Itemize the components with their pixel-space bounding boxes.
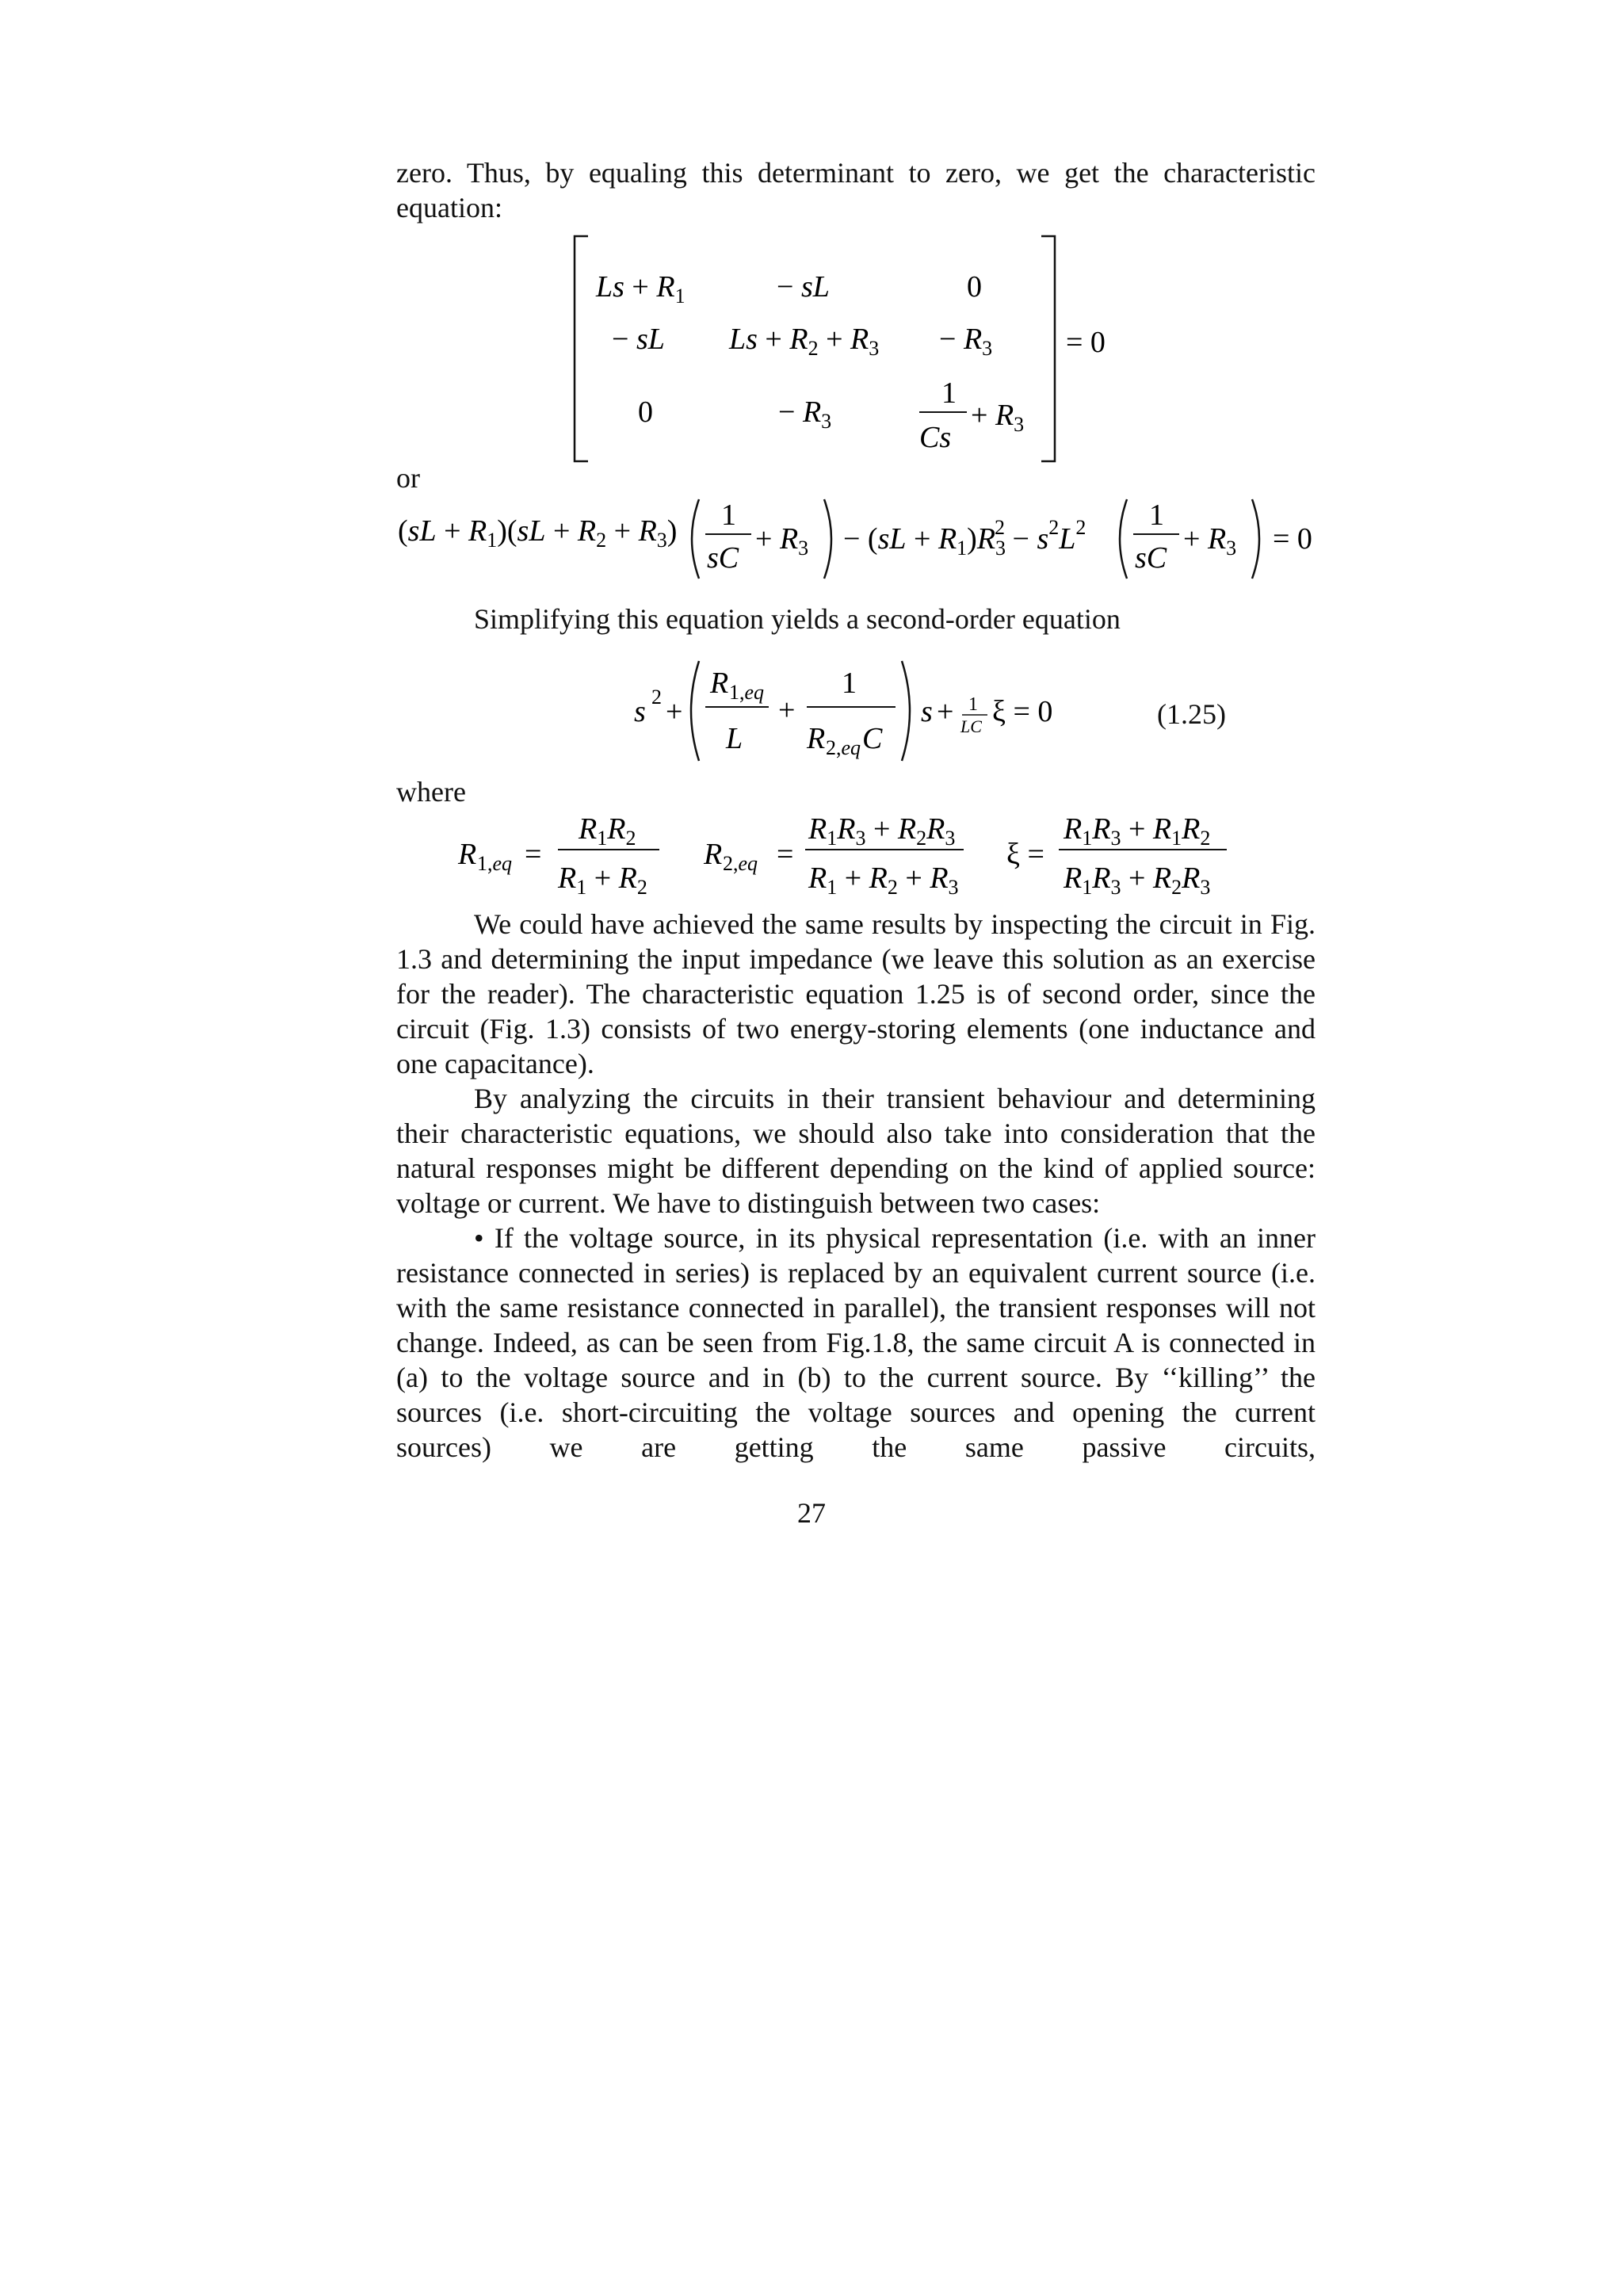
matrix-cell-1-2: − sL [777,270,830,304]
definitions-row [452,805,1260,904]
svg-text:s: s [921,695,933,728]
r1eq-definition [457,812,659,899]
svg-text:L: L [726,722,743,755]
matrix-cell-2-1: − sL [612,323,665,356]
svg-text:ξ = 0: ξ = 0 [992,695,1053,728]
svg-text:R1R3 + R2R3: $R_1R_3 + R_2R_3$ [1064,861,1211,899]
svg-text:R1 + R2: $R_1 + R_2$ [558,861,647,899]
where-label: where [396,776,466,808]
svg-text:Cs: Cs [919,421,952,454]
matrix-cell-1-1: $Ls + R_1$ [596,270,685,308]
matrix-cell-3-1: 0 [638,395,653,429]
svg-text:R1R2: $R_1R_2$ [579,812,636,850]
svg-text:1: 1 [842,667,857,700]
matrix-cell-2-3: − $R_3$ [939,323,993,360]
body-text [396,907,1316,1465]
svg-text:R1R3 + R2R3: $R_1R_3 + R_2R_3$ [808,812,956,850]
svg-text:+ R3: + $R_3$ [971,399,1025,436]
simplify-sentence: Simplifying this equation yields a second-order equation [474,603,1121,635]
svg-text:+ R3: + $R_3$ [755,522,809,560]
bullet-item-voltage-source [396,1221,1316,1465]
intro-paragraph: zero. Thus, by equaling this determinant to zero, we get the characteristic equation: [396,157,1316,223]
svg-text:sC: sC [707,541,739,575]
paragraph-impedance: We could have achieved the same results by inspecting the circuit in Fig. 1.3 and determining the input impedance (we leave this solution as an exercise for the reader). The characteristic equation 1.25 is of second order, since the circuit (Fig. 1.3) consists of two energy-storing elements (one inductance and one capacitance). [396,908,1316,1079]
svg-text:=: = [777,838,794,871]
svg-text:1,eq: 1,eq [729,681,765,704]
matrix-cell-1-3: 0 [967,270,982,304]
matrix-equals-zero: = 0 [1066,326,1106,359]
svg-text:+: + [666,695,683,728]
xi-definition [1006,812,1227,899]
svg-text:R1 + R2 + R3: $R_1 + R_2 + R_3$ [808,861,959,899]
matrix-cell-3-3 [919,376,1024,454]
svg-text:R1R3 + R1R2: $R_1R_3 + R_1R_2$ [1064,812,1211,850]
matrix-cell-2-2: $Ls + R_2 + R_3$ [729,323,880,360]
expanded-characteristic-equation [395,491,1322,586]
equation-number: (1.25) [1157,698,1226,730]
bullet-icon: • [474,1222,484,1254]
svg-text:1: 1 [968,694,978,715]
svg-text:s: s [634,695,646,728]
second-order-equation [626,651,1086,770]
svg-text:1: 1 [941,376,957,410]
svg-text:R: R [458,838,477,871]
svg-text:ξ =: ξ = [1006,838,1044,871]
svg-text:2,eq: 2,eq [826,736,861,759]
determinant-matrix [571,235,1141,464]
svg-text:2: 2 [651,686,662,709]
svg-text:R: R [710,667,729,700]
svg-text:1: 1 [721,499,736,532]
svg-text:C: C [862,722,883,755]
svg-text:− (sL + R1)R32 − s2L2: − $(sL + R_1)R_32 - s^2L^2$ [843,516,1086,560]
svg-text:+ R3: + $R_3$ [1183,522,1237,560]
svg-text:+: + [778,693,796,727]
svg-text:2,eq: 2,eq [723,852,758,875]
svg-text:1,eq: 1,eq [477,852,513,875]
svg-text:1: 1 [1149,499,1164,532]
or-label: or [396,462,420,494]
r2eq-definition [703,812,964,899]
svg-text:R: R [807,722,826,755]
svg-text:=: = [525,838,542,871]
bullet-text: If the voltage source, in its physical representation (i.e. with an inner resistance connected in series) is replaced by an equivalent current source (i.e. with the same resistance connected in parallel), the transient responses will not change. Indeed, as can be seen from Fig.1.8, the same circuit A is connected in (a) to the voltage source and in (b) to the current source. By ‘‘killing’’ the sources (i.e. short-circuiting the voltage sources and opening the current sources) we are getting the same passive circuits, [396,1222,1316,1463]
svg-text:R: R [704,838,723,871]
matrix-cell-3-2: − $R_3$ [778,395,832,433]
page-number: 27 [797,1497,826,1529]
paragraph-transient: By analyzing the circuits in their transient behaviour and determining their characteristic equations, we should also take into consideration that the natural responses might be different depending on the kind of applied source: voltage or current. We have to distinguish between two cases: [396,1083,1316,1219]
svg-text:+: + [937,695,954,728]
svg-text:= 0: = 0 [1273,522,1312,556]
svg-text:sC: sC [1135,541,1167,575]
svg-text:LC: LC [960,716,982,736]
svg-text:(sL + R1)(sL + R2 + R3): $(sL + R_1)(sL + R_2 + R_3)$ [398,514,678,552]
